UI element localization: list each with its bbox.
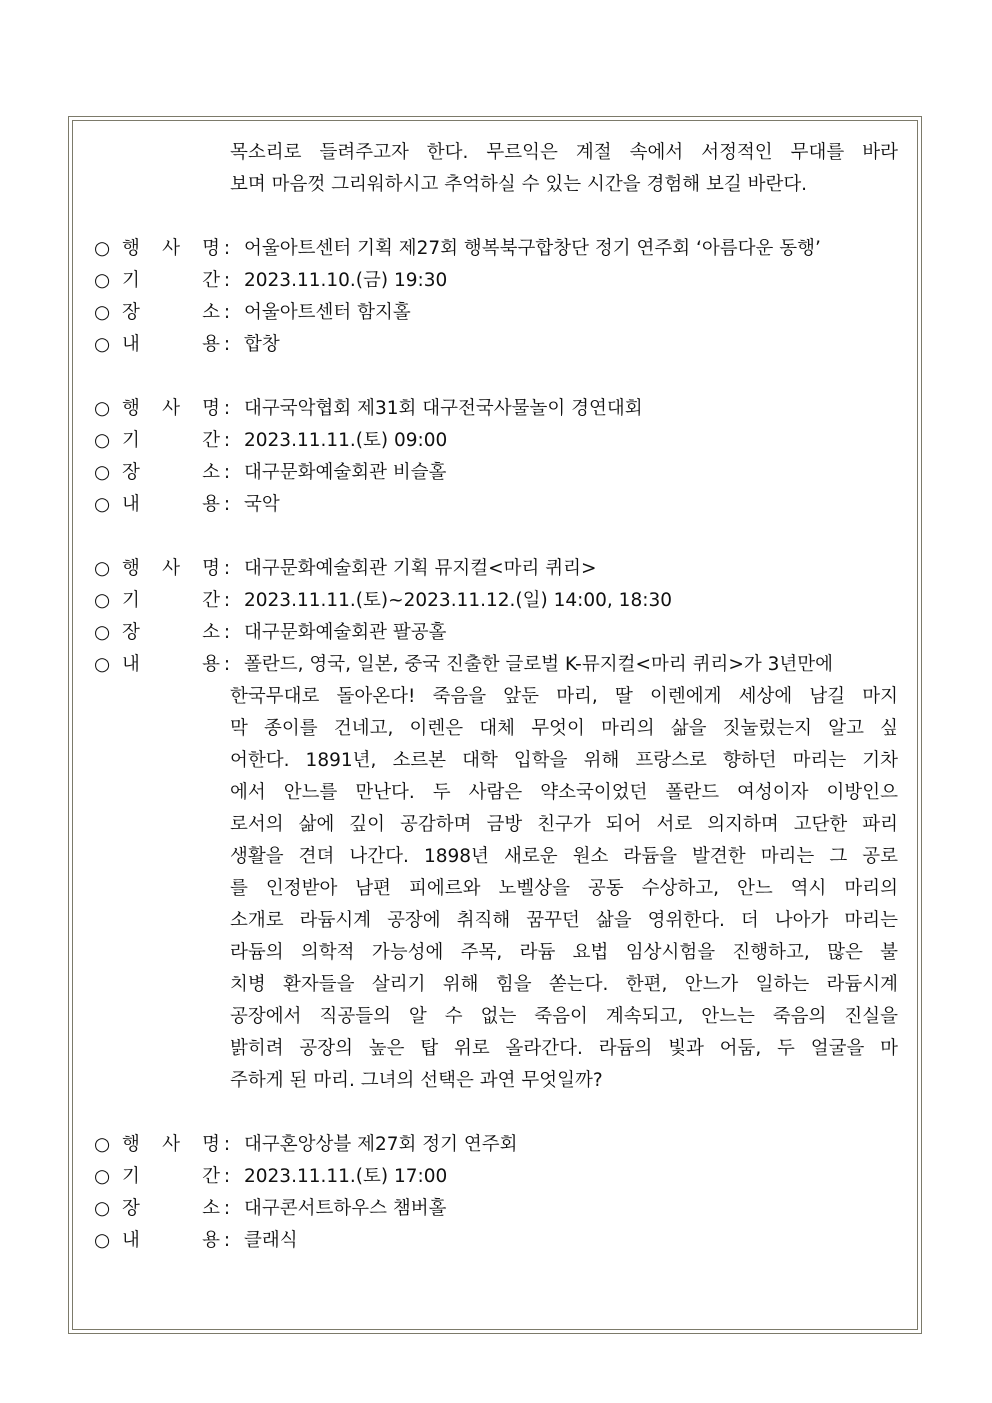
event-block — [94, 553, 898, 1097]
field-label: 내 용 — [122, 334, 220, 355]
event-content: 국악 — [244, 494, 280, 515]
paragraph-line: 라듐의 의학적 가능성에 주목, 라듐 요법 임상시험을 진행하고, 많은 불 — [230, 942, 898, 963]
field-label: 내 용 — [122, 1230, 220, 1251]
circle-bullet-icon: ○ — [94, 1230, 111, 1251]
field-label: 기 간 — [122, 1166, 220, 1187]
event-content-row: ○ 내 용 : 국악 — [94, 489, 898, 521]
field-label: 내 용 — [122, 654, 220, 675]
event-name-row: ○ 행 사 명 : 대구혼앙상블 제27회 정기 연주회 — [94, 1129, 898, 1161]
paragraph-line: 보며 마음껏 그리워하시고 추억하실 수 있는 시간을 경험해 보길 바란다. — [230, 174, 808, 195]
circle-bullet-icon: ○ — [94, 398, 111, 419]
circle-bullet-icon: ○ — [94, 654, 111, 675]
event-period: 2023.11.11.(토) 09:00 — [244, 430, 448, 451]
paragraph-line: 에서 안느를 만난다. 두 사람은 약소국이었던 폴란드 여성이자 이방인으 — [230, 782, 898, 803]
circle-bullet-icon: ○ — [94, 590, 111, 611]
paragraph-line: 목소리로 들려주고자 한다. 무르익은 계절 속에서 서정적인 무대를 바라 — [230, 142, 898, 163]
circle-bullet-icon: ○ — [94, 462, 111, 483]
event-period-row: ○ 기 간 : 2023.11.11.(토) 09:00 — [94, 425, 898, 457]
circle-bullet-icon: ○ — [94, 558, 111, 579]
event-name: 대구문화예술회관 기획 뮤지컬<마리 퀴리> — [244, 558, 597, 579]
event-place-row: ○ 장 소 : 어울아트센터 함지홀 — [94, 297, 898, 329]
field-label: 행 사 명 — [122, 1134, 220, 1155]
circle-bullet-icon: ○ — [94, 430, 111, 451]
paragraph-line: 공장에서 직공들의 알 수 없는 죽음이 계속되고, 안느는 죽음의 진실을 — [230, 1006, 898, 1027]
event-period: 2023.11.10.(금) 19:30 — [244, 270, 448, 291]
event-place: 대구콘서트하우스 챔버홀 — [244, 1198, 447, 1219]
paragraph-line: 한국무대로 돌아온다! 죽음을 앞둔 마리, 딸 이렌에게 세상에 남길 마지 — [230, 686, 898, 707]
circle-bullet-icon: ○ — [94, 238, 111, 259]
event-content-row: ○ 내 용 : 합창 — [94, 329, 898, 361]
event-place-row: ○ 장 소 : 대구문화예술회관 팔공홀 — [94, 617, 898, 649]
field-label: 장 소 — [122, 302, 220, 323]
event-name: 어울아트센터 기획 제27회 행복북구합창단 정기 연주회 ‘아름다운 동행’ — [244, 238, 821, 259]
field-label: 장 소 — [122, 1198, 220, 1219]
event-name-row: ○ 행 사 명 : 대구문화예술회관 기획 뮤지컬<마리 퀴리> — [94, 553, 898, 585]
circle-bullet-icon: ○ — [94, 1198, 111, 1219]
paragraph-line: 어한다. 1891년, 소르본 대학 입학을 위해 프랑스로 향하던 마리는 기차 — [230, 750, 898, 771]
field-label: 기 간 — [122, 430, 220, 451]
event-place-row: ○ 장 소 : 대구문화예술회관 비슬홀 — [94, 457, 898, 489]
event-content: 합창 — [244, 334, 280, 355]
intro-paragraph — [230, 137, 898, 201]
field-label: 기 간 — [122, 270, 220, 291]
event-period-row: ○ 기 간 : 2023.11.11.(토)~2023.11.12.(일) 14:00, 18:30 — [94, 585, 898, 617]
circle-bullet-icon: ○ — [94, 622, 111, 643]
paragraph-line: 막 종이를 건네고, 이렌은 대체 무엇이 마리의 삶을 짓눌렀는지 알고 싶 — [230, 718, 898, 739]
paragraph-line: 생활을 견뎌 나간다. 1898년 새로운 원소 라듐을 발견한 마리는 그 공로 — [230, 846, 898, 867]
event-name-row: ○ 행 사 명 : 대구국악협회 제31회 대구전국사물놀이 경연대회 — [94, 393, 898, 425]
document-body — [94, 137, 898, 1257]
event-block — [94, 1129, 898, 1257]
field-label: 장 소 — [122, 462, 220, 483]
event-period: 2023.11.11.(토)~2023.11.12.(일) 14:00, 18:30 — [244, 590, 672, 611]
event-period: 2023.11.11.(토) 17:00 — [244, 1166, 448, 1187]
field-label: 행 사 명 — [122, 558, 220, 579]
event-name: 대구혼앙상블 제27회 정기 연주회 — [244, 1134, 518, 1155]
event-period-row: ○ 기 간 : 2023.11.10.(금) 19:30 — [94, 265, 898, 297]
paragraph-line: 소개로 라듐시계 공장에 취직해 꿈꾸던 삶을 영위한다. 더 나아가 마리는 — [230, 910, 898, 931]
event-content: 클래식 — [244, 1230, 298, 1251]
circle-bullet-icon: ○ — [94, 494, 111, 515]
event-content-continuation — [230, 681, 898, 1097]
event-block — [94, 393, 898, 521]
event-content-row: ○ 내 용 : 클래식 — [94, 1225, 898, 1257]
event-name-row: ○ 행 사 명 : 어울아트센터 기획 제27회 행복북구합창단 정기 연주회 ‘아름다운 동행’ — [94, 233, 898, 265]
circle-bullet-icon: ○ — [94, 302, 111, 323]
paragraph-line: 치병 환자들을 살리기 위해 힘을 쏟는다. 한편, 안느가 일하는 라듐시계 — [230, 974, 898, 995]
circle-bullet-icon: ○ — [94, 1134, 111, 1155]
event-name: 대구국악협회 제31회 대구전국사물놀이 경연대회 — [244, 398, 643, 419]
field-label: 행 사 명 — [122, 238, 220, 259]
field-label: 행 사 명 — [122, 398, 220, 419]
event-place: 대구문화예술회관 비슬홀 — [244, 462, 447, 483]
paragraph-line: 주하게 된 마리. 그녀의 선택은 과연 무엇일까? — [230, 1070, 603, 1091]
event-place: 대구문화예술회관 팔공홀 — [244, 622, 447, 643]
event-block — [94, 233, 898, 361]
event-content-row: ○ 내 용 : 폴란드, 영국, 일본, 중국 진출한 글로벌 K-뮤지컬<마리 퀴리>가 3년만에 — [94, 649, 898, 681]
circle-bullet-icon: ○ — [94, 270, 111, 291]
paragraph-line: 밝히려 공장의 높은 탑 위로 올라간다. 라듐의 빛과 어둠, 두 얼굴을 마 — [230, 1038, 898, 1059]
field-label: 내 용 — [122, 494, 220, 515]
field-label: 장 소 — [122, 622, 220, 643]
circle-bullet-icon: ○ — [94, 334, 111, 355]
circle-bullet-icon: ○ — [94, 1166, 111, 1187]
event-content: 폴란드, 영국, 일본, 중국 진출한 글로벌 K-뮤지컬<마리 퀴리>가 3년만에 — [244, 654, 833, 675]
field-label: 기 간 — [122, 590, 220, 611]
event-period-row: ○ 기 간 : 2023.11.11.(토) 17:00 — [94, 1161, 898, 1193]
event-place-row: ○ 장 소 : 대구콘서트하우스 챔버홀 — [94, 1193, 898, 1225]
paragraph-line: 로서의 삶에 깊이 공감하며 금방 친구가 되어 서로 의지하며 고단한 파리 — [230, 814, 898, 835]
event-place: 어울아트센터 함지홀 — [244, 302, 411, 323]
paragraph-line: 를 인정받아 남편 피에르와 노벨상을 공동 수상하고, 안느 역시 마리의 — [230, 878, 898, 899]
